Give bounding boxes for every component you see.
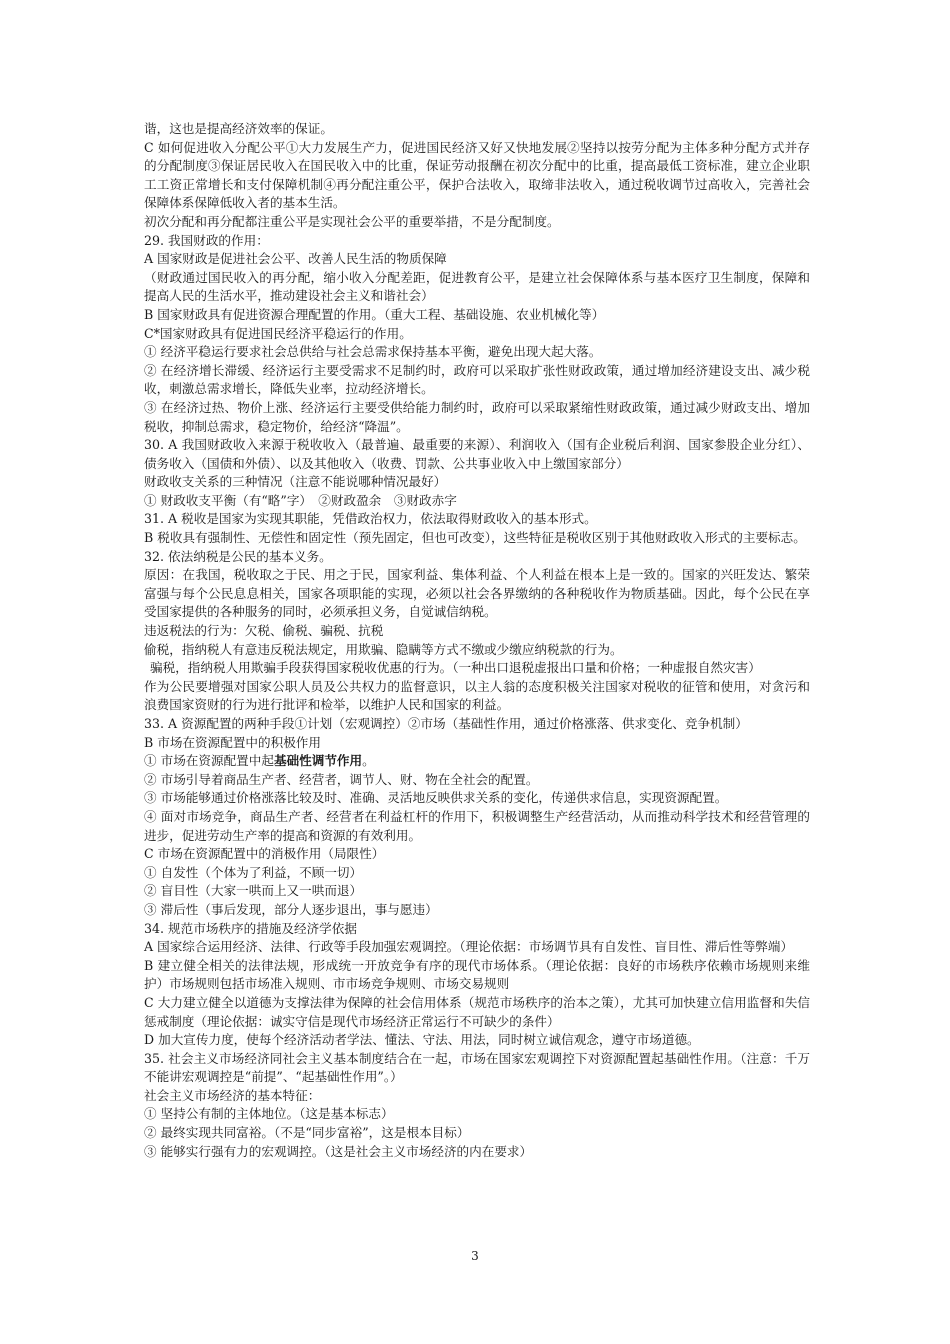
paragraph: 违返税法的行为：欠税、偷税、骗税、抗税 (144, 623, 384, 639)
list-item-text: ① 市场在资源配置中起 (144, 753, 274, 769)
paragraph: C 市场在资源配置中的消极作用（局限性） (144, 846, 385, 862)
section-heading: 30. A 我国财政收入来源于税收收入（最普遍、最重要的来源）、利润收入（国有企业税后利润、国家参股企业分红）、债务收入（国债和外债）、以及其他收入（收费、罚款、公共事业收入中上缴国家部分） (144, 437, 810, 471)
paragraph: 偷税，指纳税人有意违反税法规定，用欺骗、隐瞒等方式不缴或少缴应纳税款的行为。 (144, 641, 623, 657)
list-item-text-end: 。 (362, 753, 375, 769)
section-heading: 29. 我国财政的作用： (144, 232, 269, 248)
paragraph: 原因：在我国，税收取之于民、用之于民，国家利益、集体利益、个人利益在根本上是一致的。国家的兴旺发达、繁荣富强与每个公民息息相关，国家各项职能的实现，必须以社会各界缴纳的各种税收作为物质基础。因此，每个公民在享受国家提供的各种服务的同时，必须承担义务，自觉诚信纳税。 (144, 567, 810, 620)
list-item: ④ 面对市场竞争，商品生产者、经营者在利益杠杆的作用下，积极调整生产经营活动，从而推动科学技术和经营管理的进步，促进劳动生产率的提高和资源的有效利用。 (144, 808, 810, 843)
paragraph: C*国家财政具有促进国民经济平稳运行的作用。 (144, 325, 412, 341)
section-heading: 31. A 税收是国家为实现其职能，凭借政治权力，依法取得财政收入的基本形式。 (144, 511, 597, 527)
paragraph: B 税收具有强制性、无偿性和固定性（预先固定，但也可改变），这些特征是税收区别于其他财政收入形式的主要标志。 (144, 530, 806, 546)
list-item: ① 财政收支平衡（有“略”字） ②财政盈余 ③财政赤字 (144, 492, 457, 508)
paragraph: B 建立健全相关的法律法规，形成统一开放竞争有序的现代市场体系。（理论依据：良好的市场秩序依赖市场规则来维护）市场规则包括市场准入规则、市市场竞争规则、市场交易规则 (144, 957, 810, 992)
list-item: ② 市场引导着商品生产者、经营者，调节人、财、物在全社会的配置。 (144, 771, 539, 787)
list-item: ② 盲目性（大家一哄而上又一哄而退） (144, 883, 363, 899)
list-item: ③ 滞后性（事后发现，部分人逐步退出，事与愿违） (144, 901, 438, 917)
paragraph: （财政通过国民收入的再分配，缩小收入分配差距，促进教育公平，是建立社会保障体系与基本医疗卫生制度，保障和提高人民的生活水平，推动建设社会主义和谐社会） (144, 269, 810, 304)
list-item: ③ 市场能够通过价格涨落比较及时、准确、灵活地反映供求关系的变化，传递供求信息，实现资源配置。 (144, 790, 728, 806)
list-item (144, 752, 810, 771)
paragraph: 作为公民要增强对国家公职人员及公共权力的监督意识，以主人翁的态度积极关注国家对税收的征管和使用，对贪污和浪费国家资财的行为进行批评和检举，以维护人民和国家的利益。 (144, 678, 810, 713)
paragraph: D 加大宣传力度，使每个经济活动者学法、懂法、守法、用法，同时树立诚信观念，遵守市场道德。 (144, 1032, 700, 1048)
paragraph: C 大力建立健全以道德为支撑法律为保障的社会信用体系（规范市场秩序的治本之策），尤其可加快建立信用监督和失信惩戒制度（理论依据：诚实守信是现代市场经济正常运行不可缺少的条件） (144, 994, 810, 1029)
paragraph: 谐，这也是提高经济效率的保证。 (144, 121, 333, 136)
section-heading: 32. 依法纳税是公民的基本义务。 (144, 548, 332, 564)
paragraph: C 如何促进收入分配公平①大力发展生产力，促进国民经济又好又快地发展②坚持以按劳分配为主体多种分配方式并存的分配制度③保证居民收入在国民收入中的比重，保证劳动报酬在初次分配中的比重，提高最低工资标准，建立企业职工工资正常增长和支付保障机制④再分配注重公平，保护合法收入，取缔非法收入，通过税收调节过高收入，完善社会保障体系保障低收入者的基本生活。 (144, 139, 810, 211)
list-item: ① 经济平稳运行要求社会总供给与社会总需求保持基本平衡，避免出现大起大落。 (144, 344, 602, 360)
emphasis-text: 基础性调节作用 (273, 753, 363, 769)
list-item: ③ 能够实行强有力的宏观调控。（这是社会主义市场经济的内在要求） (144, 1143, 533, 1159)
paragraph: 骗税，指纳税人用欺骗手段获得国家税收优惠的行为。（一种出口退税虚报出口量和价格；一种虚报自然灾害） (150, 660, 761, 676)
paragraph: A 国家财政是促进社会公平、改善人民生活的物质保障 (144, 251, 447, 267)
list-item: ② 最终实现共同富裕。（不是“同步富裕”，这是根本目标） (144, 1125, 470, 1141)
paragraph: B 市场在资源配置中的积极作用 (144, 734, 321, 750)
paragraph: B 国家财政具有促进资源合理配置的作用。（重大工程、基础设施、农业机械化等） (144, 306, 605, 322)
paragraph: A 国家综合运用经济、法律、行政等手段加强宏观调控。（理论依据：市场调节具有自发性、盲目性、滞后性等弊端） (144, 939, 794, 955)
paragraph: 财政收支关系的三种情况（注意不能说哪种情况最好） (144, 474, 447, 490)
paragraph: 社会主义市场经济的基本特征： (144, 1087, 321, 1103)
document-body (144, 120, 810, 1161)
list-item: ① 坚持公有制的主体地位。（这是基本标志） (144, 1106, 394, 1122)
paragraph: 初次分配和再分配都注重公平是实现社会公平的重要举措，不是分配制度。 (144, 213, 560, 229)
section-heading: 33. A 资源配置的两种手段①计划（宏观调控）②市场（基础性作用，通过价格涨落、供求变化、竞争机制） (144, 716, 748, 731)
section-heading: 34. 规范市场秩序的措施及经济学依据 (144, 920, 357, 936)
page-number: 3 (471, 1249, 479, 1263)
list-item: ① 自发性（个体为了利益，不顾一切） (144, 864, 363, 880)
section-heading: 35. 社会主义市场经济同社会主义基本制度结合在一起，市场在国家宏观调控下对资源配置起基础性作用。（注意：千万不能讲宏观调控是“前提”、“起基础性作用”。） (144, 1050, 810, 1085)
list-item: ③ 在经济过热、物价上涨、经济运行主要受供给能力制约时，政府可以采取紧缩性财政政策，通过减少财政支出、增加税收，抑制总需求，稳定物价，给经济“降温”。 (144, 399, 810, 434)
list-item: ② 在经济增长滞缓、经济运行主要受需求不足制约时，政府可以采取扩张性财政政策，通过增加经济建设支出、减少税收，刺激总需求增长，降低失业率，拉动经济增长。 (144, 362, 810, 397)
